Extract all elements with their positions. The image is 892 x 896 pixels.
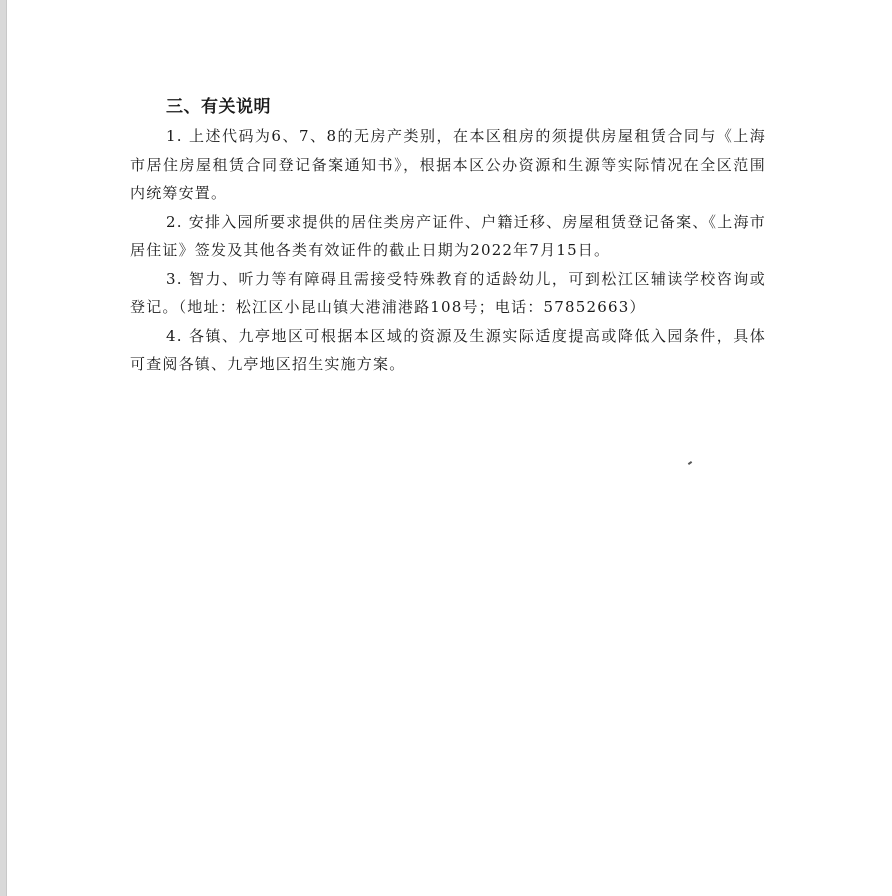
section-heading: 三、有关说明 [166,97,271,117]
note-paragraph-1: 1. 上述代码为6、7、8的无房产类别，在本区租房的须提供房屋租赁合同与《上海市居住房屋租赁合同登记备案通知书》，根据本区公办资源和生源等实际情况在全区范围内统筹安置。 [130,127,766,202]
note-paragraph-4: 4. 各镇、九亭地区可根据本区域的资源及生源实际适度提高或降低入园条件，具体可查阅各镇、九亭地区招生实施方案。 [130,326,766,373]
scan-speck [688,461,692,465]
page-left-edge [0,0,7,896]
note-paragraph-2: 2. 安排入园所要求提供的居住类房产证件、户籍迁移、房屋租赁登记备案、《上海市居住证》签发及其他各类有效证件的截止日期为2022年7月15日。 [130,212,766,259]
note-paragraph-3: 3. 智力、听力等有障碍且需接受特殊教育的适龄幼儿，可到松江区辅读学校咨询或登记。（地址：松江区小昆山镇大港浦港路108号；电话：57852663） [130,269,766,316]
page-content [130,96,766,379]
